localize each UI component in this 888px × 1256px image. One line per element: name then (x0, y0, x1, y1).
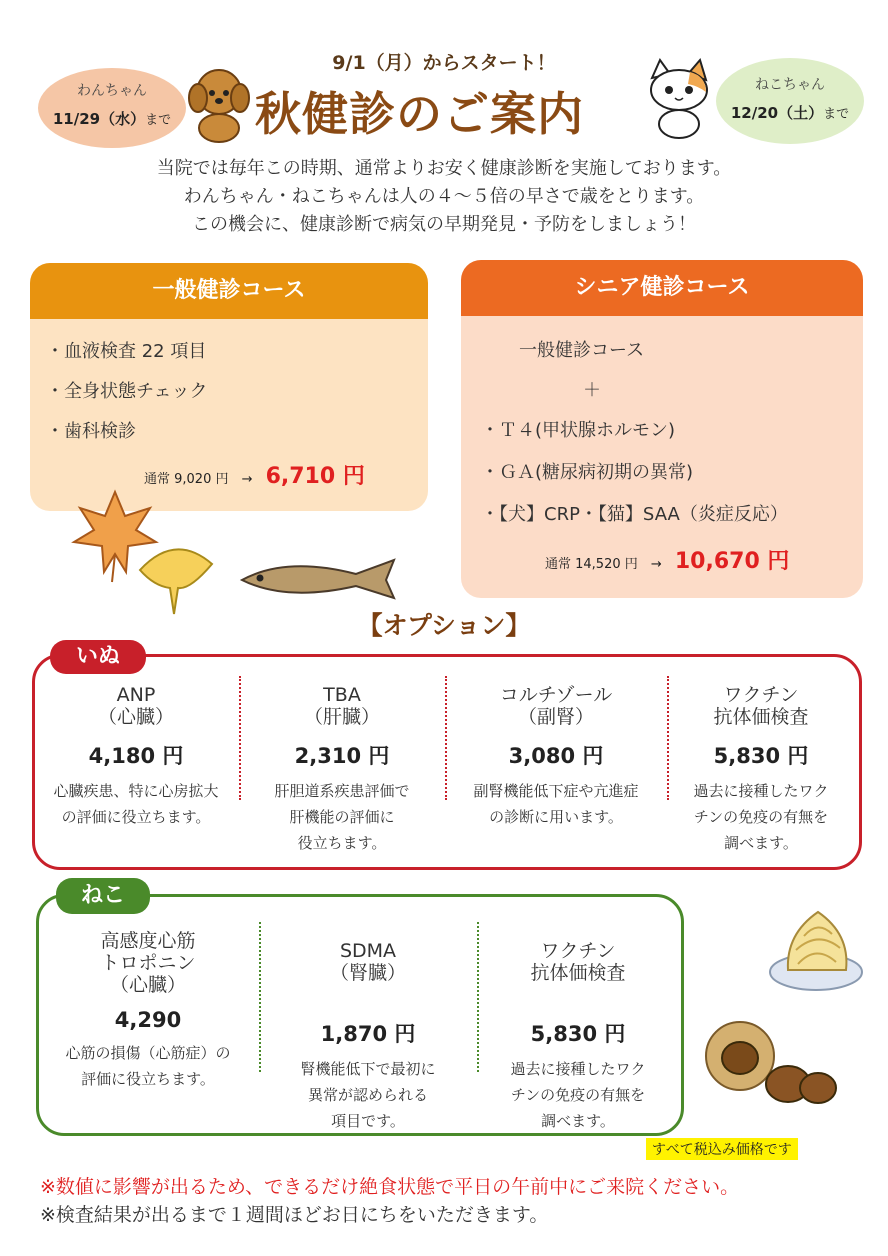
senior-base-course: 一般健診コース (519, 340, 645, 361)
result-time-note: ※検査結果が出るまで１週間ほどお日にちをいただきます。 (40, 1204, 549, 1226)
senior-item: ・ＧＡ(糖尿病初期の異常) (481, 462, 694, 483)
cat-deadline-bubble (716, 58, 864, 144)
general-item: ・全身状態チェック (46, 381, 208, 402)
option-name: ワクチン (540, 940, 616, 962)
option-price: 5,830 円 (713, 744, 809, 768)
dog-option-anp (34, 684, 238, 830)
dog-deadline: 11/29（水）まで (52, 110, 172, 128)
dog-tag: いぬ (50, 640, 146, 674)
option-price: 1,870 円 (320, 1022, 416, 1046)
dog-label: わんちゃん (77, 83, 147, 99)
general-sale-price: 6,710 円 (265, 464, 365, 489)
arrow: → (650, 557, 662, 572)
option-name: 高感度心筋 (100, 930, 196, 952)
plus-sign: ＋ (583, 380, 601, 401)
option-sub: 抗体価検査 (713, 706, 809, 728)
intro-line-2: わんちゃん・ねこちゃんは人の４～５倍の早さで歳をとります。 (183, 186, 705, 207)
cat-option-vaccine (480, 940, 676, 1134)
general-item: ・歯科検診 (46, 421, 136, 442)
senior-regular-price: 通常 14,520 円 (545, 557, 638, 572)
dog-option-vaccine (670, 684, 852, 856)
cat-illustration (640, 56, 718, 140)
dog-illustration (186, 66, 252, 144)
option-name: ANP (116, 684, 156, 706)
option-desc: 腎機能低下で最初に 異常が認められる 項目です。 (300, 1060, 436, 1130)
mont-blanc-illustration (766, 904, 866, 996)
senior-price-row (545, 544, 789, 575)
option-desc: 副腎機能低下症や亢進症 の診断に用います。 (473, 782, 639, 826)
option-sub: （心臓） (97, 706, 174, 728)
fish-illustration (236, 552, 400, 604)
senior-sale-price: 10,670 円 (674, 549, 790, 574)
cat-tag: ねこ (56, 878, 150, 914)
general-course-title: 一般健診コース (30, 263, 428, 319)
option-price: 5,830 円 (530, 1022, 626, 1046)
senior-course-box (461, 260, 863, 598)
cat-label: ねこちゃん (755, 77, 825, 93)
option-desc: 過去に接種したワク チンの免疫の有無を 調べます。 (510, 1060, 646, 1130)
dog-option-cortisol (448, 684, 664, 830)
divider (445, 676, 447, 800)
dog-deadline-bubble (38, 68, 186, 148)
option-name: コルチゾール (499, 684, 613, 706)
divider (667, 676, 669, 800)
senior-item: ・【犬】CRP・【猫】SAA（炎症反応） (481, 504, 788, 525)
arrow: → (241, 472, 253, 487)
intro-line-3: この機会に、健康診断で病気の早期発見・予防をしましょう！ (192, 214, 696, 235)
option-name: ワクチン (723, 684, 799, 706)
option-price: 2,310 円 (294, 744, 390, 768)
option-sub: 抗体価検査 (530, 962, 626, 984)
divider (477, 922, 479, 1072)
option-sub: （腎臓） (329, 962, 406, 984)
senior-item: ・Ｔ４(甲状腺ホルモン) (481, 420, 676, 441)
option-price: 3,080 円 (508, 744, 604, 768)
start-date-banner: 9/1（月）からスタート！ (332, 52, 556, 74)
option-name-2: トロポニン (100, 952, 196, 974)
tax-included-note: すべて税込み価格です (646, 1138, 798, 1160)
general-regular-price: 通常 9,020 円 (144, 472, 229, 487)
cat-option-troponin (40, 930, 256, 1092)
cat-option-sdma (262, 940, 474, 1134)
option-sub: （副腎） (517, 706, 594, 728)
option-price: 4,180 円 (88, 744, 184, 768)
option-sub: （心臓） (109, 974, 186, 996)
options-title: 【オプション】 (357, 611, 531, 640)
fasting-note: ※数値に影響が出るため、できるだけ絶食状態で平日の午前中にご来院ください。 (40, 1176, 740, 1198)
option-desc: 心筋の損傷（心筋症）の 評価に役立ちます。 (65, 1044, 231, 1088)
divider (239, 676, 241, 800)
option-name: TBA (323, 684, 361, 706)
cat-deadline: 12/20（土）まで (730, 104, 850, 122)
option-desc: 心臓疾患、特に心房拡大 の評価に役立ちます。 (53, 782, 219, 826)
option-sub: （肝臓） (303, 706, 380, 728)
option-name: SDMA (339, 940, 397, 962)
divider (259, 922, 261, 1072)
page-title: 秋健診のご案内 (255, 87, 584, 141)
senior-course-title: シニア健診コース (461, 260, 863, 316)
option-desc: 肝胆道系疾患評価で 肝機能の評価に 役立ちます。 (274, 782, 410, 852)
dog-option-tba (242, 684, 442, 856)
general-price-row (144, 459, 365, 490)
general-course-box (30, 263, 428, 511)
chestnut-illustration (700, 1018, 840, 1108)
option-price: 4,290 (114, 1008, 182, 1032)
intro-line-1: 当院では毎年この時期、通常よりお安く健康診断を実施しております。 (156, 158, 732, 179)
option-desc: 過去に接種したワク チンの免疫の有無を 調べます。 (693, 782, 829, 852)
general-item: ・血液検査 22 項目 (46, 341, 207, 362)
